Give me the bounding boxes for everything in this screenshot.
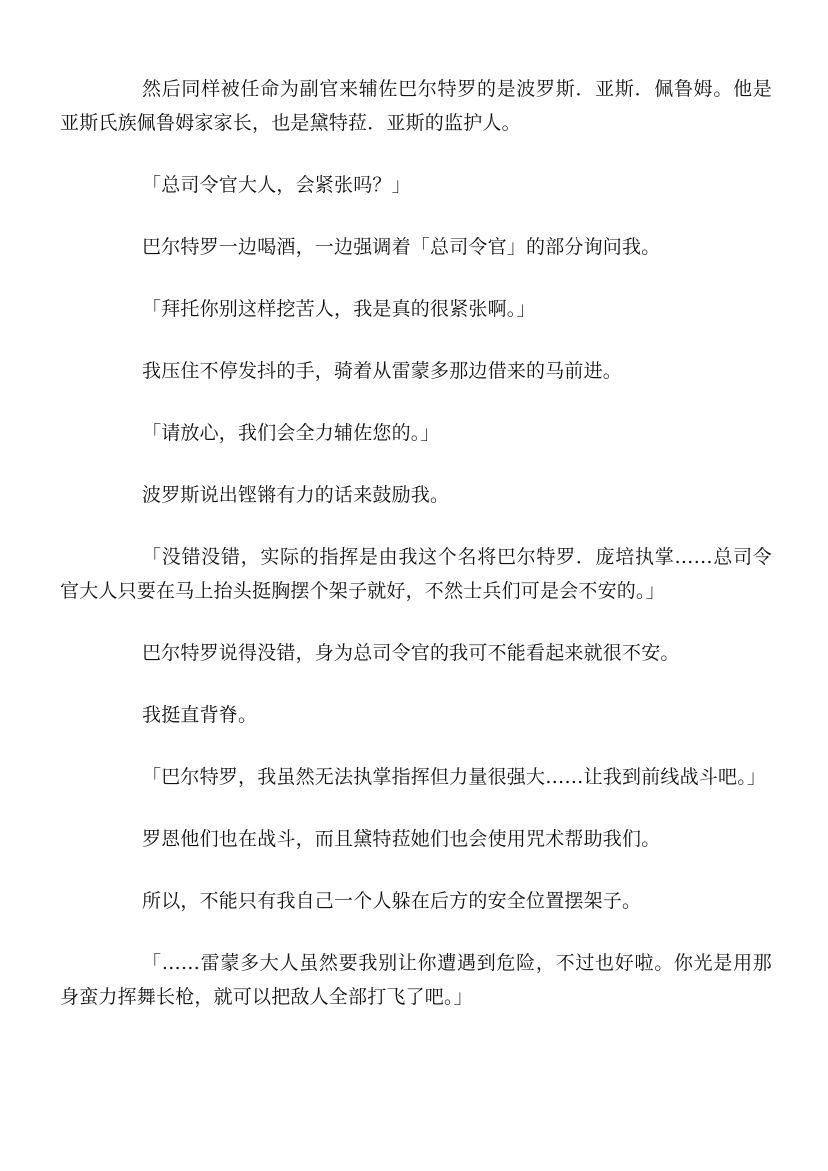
paragraph: 「总司令官大人，会紧张吗？」 [142, 174, 411, 196]
paragraph: 「拜托你别这样挖苦人，我是真的很紧张啊。」 [142, 298, 536, 320]
paragraph: 我压住不停发抖的手，骑着从雷蒙多那边借来的马前进。 [142, 360, 623, 382]
paragraph: 「……雷蒙多大人虽然要我别让你遭遇到危险，不过也好啦。你光是用那身蛮力挥舞长枪，就可以把敌人全部打飞了吧。」 [60, 952, 772, 1008]
paragraph: 然后同样被任命为副官来辅佐巴尔特罗的是波罗斯．亚斯．佩鲁姆。他是亚斯氏族佩鲁姆家家长，也是黛特菈．亚斯的监护人。 [60, 78, 772, 134]
paragraph: 罗恩他们也在战斗，而且黛特菈她们也会使用咒术帮助我们。 [142, 828, 661, 850]
paragraph: 波罗斯说出铿锵有力的话来鼓励我。 [142, 484, 450, 506]
paragraph: 「没错没错，实际的指挥是由我这个名将巴尔特罗．庞培执掌……总司令官大人只要在马上抬头挺胸摆个架子就好，不然士兵们可是会不安的。」 [60, 546, 772, 602]
paragraph: 巴尔特罗一边喝酒，一边强调着「总司令官」的部分询问我。 [142, 236, 661, 258]
paragraph: 巴尔特罗说得没错，身为总司令官的我可不能看起来就很不安。 [142, 642, 680, 664]
paragraph: 所以，不能只有我自己一个人躲在后方的安全位置摆架子。 [142, 890, 642, 912]
paragraph: 我挺直背脊。 [142, 704, 258, 726]
paragraph: 「巴尔特罗，我虽然无法执掌指挥但力量很强大……让我到前线战斗吧。」 [142, 766, 767, 788]
paragraph: 「请放心，我们会全力辅佐您的。」 [142, 422, 440, 444]
document-page [60, 72, 772, 1014]
